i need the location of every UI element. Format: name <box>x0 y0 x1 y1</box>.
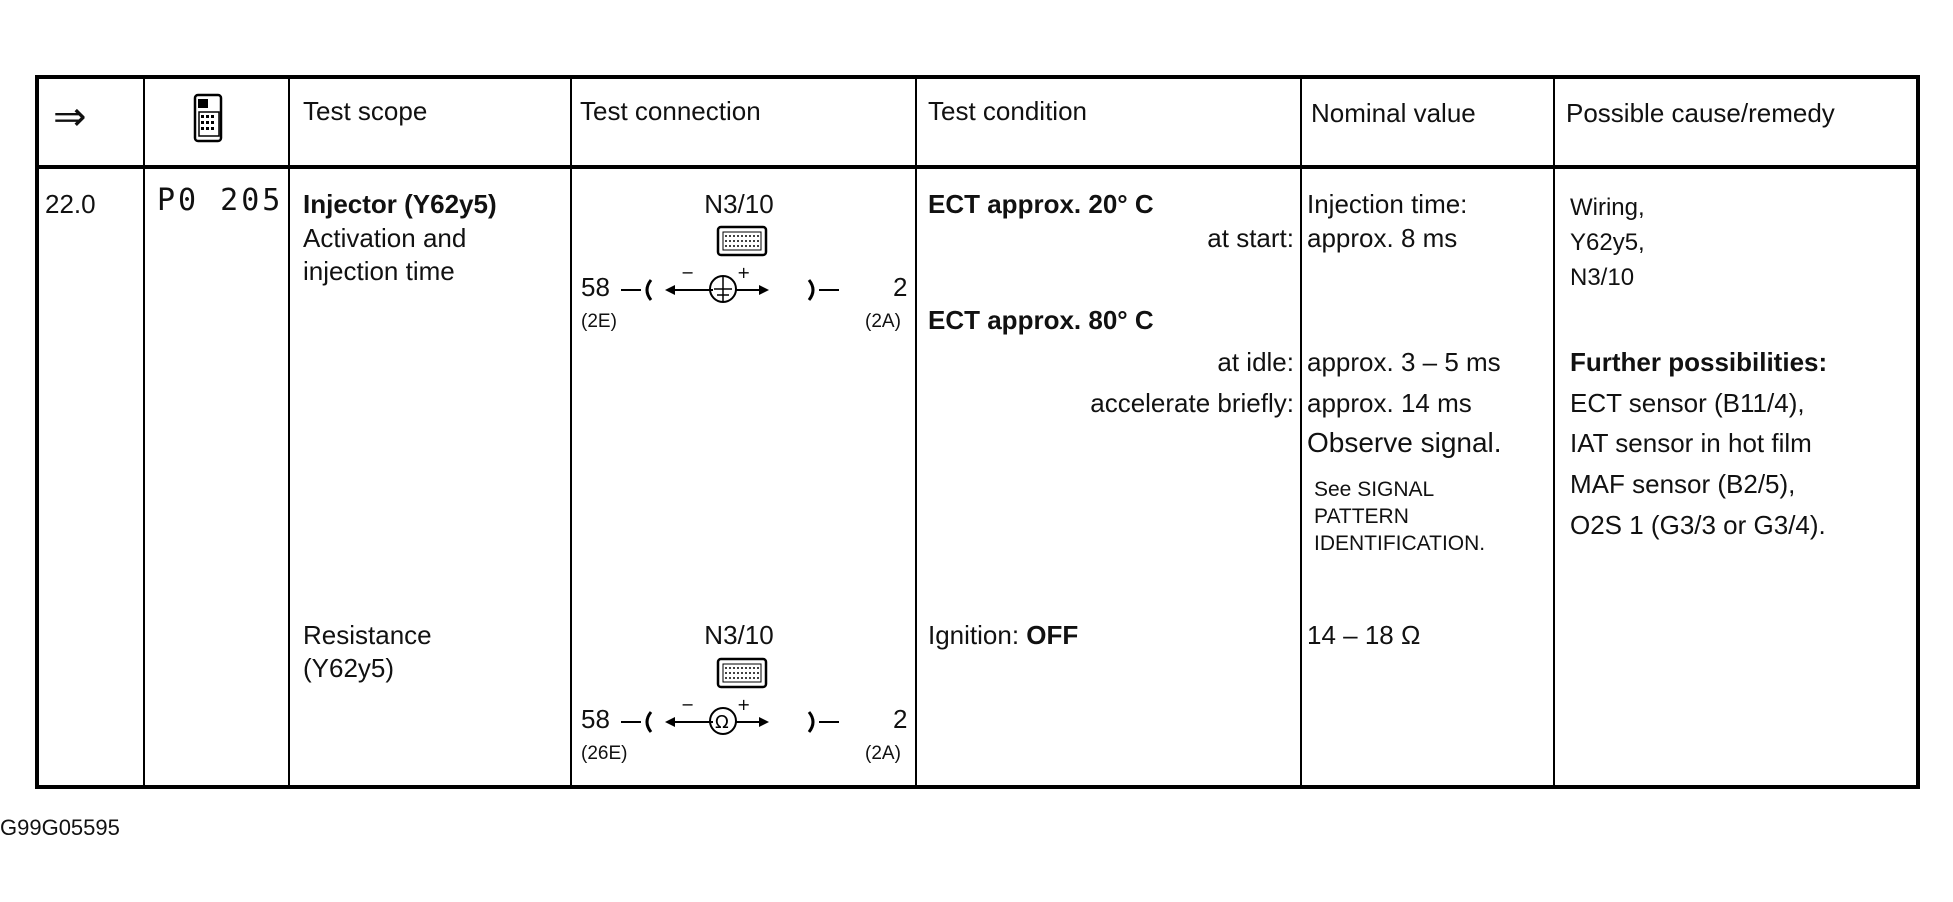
ignition-condition <box>928 619 1078 651</box>
pin-left-sub: (2E) <box>581 311 617 332</box>
test-table <box>35 75 1920 789</box>
at-idle-label: at idle: <box>1217 347 1294 377</box>
scope-line: injection time <box>303 256 455 286</box>
pin-left: 58 <box>581 272 610 302</box>
column-divider <box>1553 79 1555 785</box>
header-divider <box>39 165 1916 169</box>
cause-item: O2S 1 (G3/3 or G3/4). <box>1570 510 1826 540</box>
cause-item: Wiring, <box>1570 194 1645 221</box>
pin-right-sub: (2A) <box>865 311 901 332</box>
column-divider <box>288 79 290 785</box>
resistance-nominal-value: 14 – 18 Ω <box>1307 620 1421 650</box>
column-divider <box>143 79 145 785</box>
ignition-label: Ignition: <box>928 620 1027 650</box>
pin-left-sub: (26E) <box>581 743 628 764</box>
dtc-code: P0 205 <box>157 183 284 218</box>
step-number: 22.0 <box>45 189 96 219</box>
pin-right-sub: (2A) <box>865 743 901 764</box>
module-label: N3/10 <box>704 189 774 219</box>
scope-line: (Y62y5) <box>303 653 395 683</box>
pin-right: 2 <box>893 272 908 302</box>
column-divider <box>915 79 917 785</box>
nominal-value: approx. 8 ms <box>1307 223 1458 253</box>
cause-item: IAT sensor in hot film <box>1570 428 1812 458</box>
figure-code: G99G05595 <box>0 815 120 840</box>
oscilloscope-connection-icon <box>619 262 889 310</box>
header-test-connection: Test connection <box>580 96 761 126</box>
arrow-icon: ⇒ <box>53 95 87 139</box>
accelerate-label: accelerate briefly: <box>1090 388 1294 418</box>
control-module-icon <box>716 657 770 691</box>
column-divider <box>1300 79 1302 785</box>
header-test-condition: Test condition <box>928 96 1087 126</box>
svg-text:+: + <box>737 695 751 714</box>
header-test-scope: Test scope <box>303 96 428 126</box>
cause-item: MAF sensor (B2/5), <box>1570 469 1796 499</box>
module-label: N3/10 <box>704 620 774 650</box>
ohmmeter-connection-icon <box>619 694 889 742</box>
tester-device-icon <box>189 93 229 143</box>
cause-item: Y62y5, <box>1570 229 1645 256</box>
header-possible-cause: Possible cause/remedy <box>1566 98 1835 128</box>
observe-signal-note: Observe signal. <box>1307 427 1502 458</box>
control-module-icon <box>716 225 770 259</box>
column-divider <box>570 79 572 785</box>
further-possibilities-heading: Further possibilities: <box>1570 347 1828 377</box>
ect-80-condition: ECT approx. 80° C <box>928 305 1154 335</box>
see-signal-note: IDENTIFICATION. <box>1314 532 1486 555</box>
see-signal-note: See SIGNAL <box>1314 478 1435 501</box>
scope-line: Activation and <box>303 223 467 253</box>
scope-line: Resistance <box>303 620 432 650</box>
header-nominal-value: Nominal value <box>1311 98 1476 128</box>
injection-time-label: Injection time: <box>1307 189 1468 219</box>
svg-text:−: − <box>681 263 695 282</box>
nominal-value: approx. 3 – 5 ms <box>1307 347 1501 377</box>
ignition-value: OFF <box>1026 620 1079 650</box>
see-signal-note: PATTERN <box>1314 505 1409 528</box>
at-start-label: at start: <box>1207 223 1294 253</box>
ect-20-condition: ECT approx. 20° C <box>928 189 1154 219</box>
pin-right: 2 <box>893 704 908 734</box>
nominal-value: approx. 14 ms <box>1307 388 1472 418</box>
svg-text:Ω: Ω <box>715 712 729 733</box>
svg-text:+: + <box>737 263 751 282</box>
svg-text:−: − <box>681 695 695 714</box>
pin-left: 58 <box>581 704 610 734</box>
scope-title: Injector (Y62y5) <box>303 189 497 219</box>
cause-item: ECT sensor (B11/4), <box>1570 388 1805 418</box>
cause-item: N3/10 <box>1570 264 1635 291</box>
